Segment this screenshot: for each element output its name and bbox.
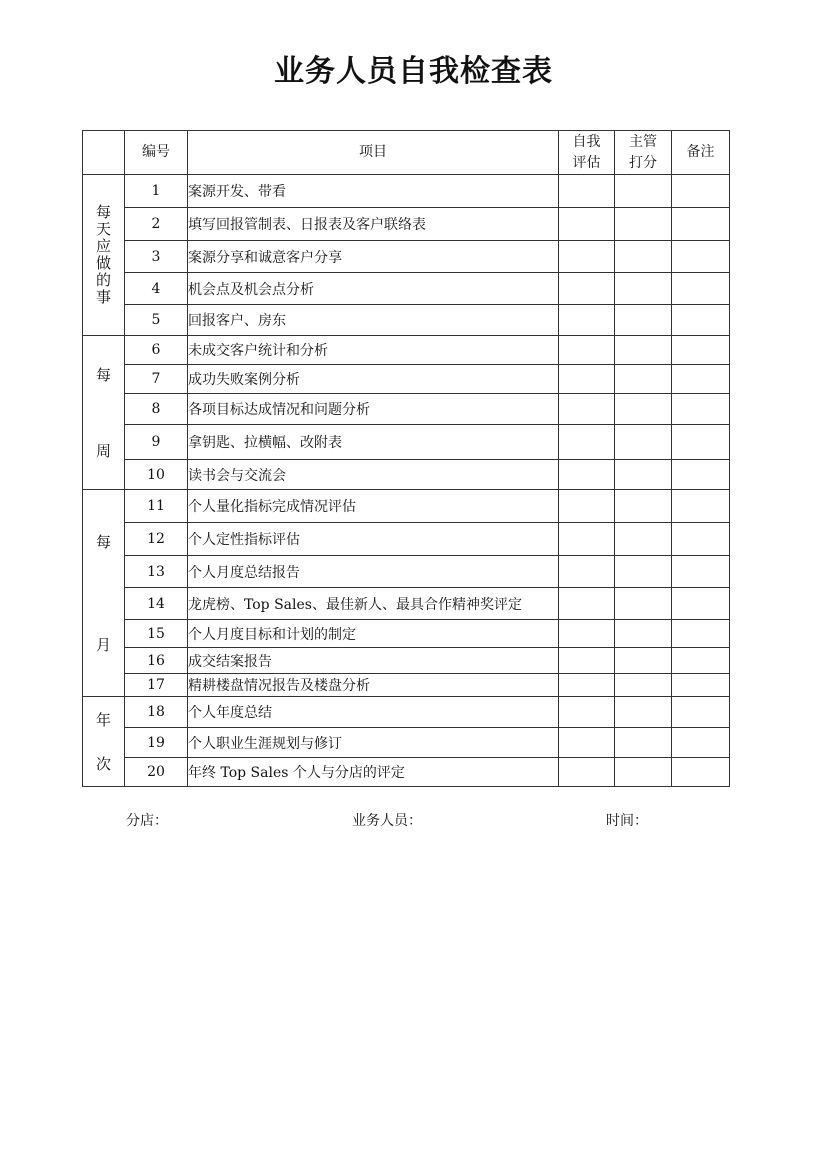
table-row — [83, 588, 730, 620]
table-row — [83, 460, 730, 490]
item-description: 读书会与交流会 — [188, 460, 559, 490]
self-eval-cell[interactable] — [559, 394, 615, 425]
item-description: 各项目标达成情况和问题分析 — [188, 394, 559, 425]
table-row — [83, 241, 730, 273]
item-number: 9 — [125, 425, 188, 460]
item-description: 案源分享和诚意客户分享 — [188, 241, 559, 273]
table-row — [83, 273, 730, 305]
header-supervisor-score: 主管打分 — [615, 131, 672, 175]
item-description: 年终 Top Sales 个人与分店的评定 — [188, 758, 559, 787]
item-description: 回报客户、房东 — [188, 305, 559, 336]
notes-cell[interactable] — [672, 556, 730, 588]
supervisor-score-cell[interactable] — [615, 365, 672, 394]
supervisor-score-cell[interactable] — [615, 208, 672, 241]
table-row — [83, 523, 730, 556]
notes-cell[interactable] — [672, 697, 730, 728]
category-char: 每 — [95, 366, 111, 384]
item-number: 4 — [125, 273, 188, 305]
supervisor-score-cell[interactable] — [615, 674, 672, 697]
notes-cell[interactable] — [672, 620, 730, 648]
time-label: 时间： — [606, 813, 648, 829]
table-row — [83, 175, 730, 208]
supervisor-score-cell[interactable] — [615, 728, 672, 758]
supervisor-score-cell[interactable] — [615, 523, 672, 556]
item-number: 6 — [125, 336, 188, 365]
table-row — [83, 728, 730, 758]
header-row — [83, 131, 730, 175]
item-description: 机会点及机会点分析 — [188, 273, 559, 305]
table-row — [83, 620, 730, 648]
item-description: 成交结案报告 — [188, 648, 559, 674]
notes-cell[interactable] — [672, 336, 730, 365]
notes-cell[interactable] — [672, 273, 730, 305]
item-number: 3 — [125, 241, 188, 273]
item-number: 12 — [125, 523, 188, 556]
self-eval-cell[interactable] — [559, 175, 615, 208]
notes-cell[interactable] — [672, 305, 730, 336]
notes-cell[interactable] — [672, 523, 730, 556]
category-cell — [83, 697, 125, 787]
table-row — [83, 394, 730, 425]
self-eval-cell[interactable] — [559, 365, 615, 394]
item-number: 11 — [125, 490, 188, 523]
table-row — [83, 556, 730, 588]
category-char: 周 — [95, 442, 111, 460]
table-body — [83, 175, 730, 787]
notes-cell[interactable] — [672, 460, 730, 490]
self-eval-cell[interactable] — [559, 460, 615, 490]
item-description: 拿钥匙、拉横幅、改附表 — [188, 425, 559, 460]
self-eval-cell[interactable] — [559, 588, 615, 620]
supervisor-score-cell[interactable] — [615, 241, 672, 273]
item-description: 精耕楼盘情况报告及楼盘分析 — [188, 674, 559, 697]
notes-cell[interactable] — [672, 365, 730, 394]
notes-cell[interactable] — [672, 394, 730, 425]
supervisor-score-cell[interactable] — [615, 620, 672, 648]
supervisor-score-cell[interactable] — [615, 460, 672, 490]
category-cell — [83, 490, 125, 697]
item-description: 成功失败案例分析 — [188, 365, 559, 394]
notes-cell[interactable] — [672, 674, 730, 697]
category-char: 月 — [95, 635, 111, 654]
item-number: 20 — [125, 758, 188, 787]
item-description: 案源开发、带看 — [188, 175, 559, 208]
self-eval-cell[interactable] — [559, 523, 615, 556]
item-number: 18 — [125, 697, 188, 728]
item-number: 2 — [125, 208, 188, 241]
supervisor-score-cell[interactable] — [615, 305, 672, 336]
header-self-eval: 自我评估 — [559, 131, 615, 175]
item-number: 5 — [125, 305, 188, 336]
self-eval-cell[interactable] — [559, 674, 615, 697]
self-eval-cell[interactable] — [559, 648, 615, 674]
item-description: 未成交客户统计和分析 — [188, 336, 559, 365]
self-eval-cell[interactable] — [559, 556, 615, 588]
supervisor-score-cell[interactable] — [615, 556, 672, 588]
supervisor-score-cell[interactable] — [615, 336, 672, 365]
table-row — [83, 490, 730, 523]
self-check-table — [82, 130, 730, 787]
notes-cell[interactable] — [672, 241, 730, 273]
table-row — [83, 305, 730, 336]
item-number: 15 — [125, 620, 188, 648]
self-eval-cell[interactable] — [559, 273, 615, 305]
supervisor-score-cell[interactable] — [615, 394, 672, 425]
item-description: 个人定性指标评估 — [188, 523, 559, 556]
self-eval-cell[interactable] — [559, 697, 615, 728]
category-char: 年 — [95, 711, 111, 729]
notes-cell[interactable] — [672, 648, 730, 674]
notes-cell[interactable] — [672, 758, 730, 787]
table-row — [83, 365, 730, 394]
staff-label: 业务人员： — [352, 813, 422, 829]
table-row — [83, 758, 730, 787]
item-number: 1 — [125, 175, 188, 208]
self-eval-cell[interactable] — [559, 620, 615, 648]
table-row — [83, 697, 730, 728]
supervisor-score-cell[interactable] — [615, 648, 672, 674]
table-row — [83, 425, 730, 460]
self-eval-cell[interactable] — [559, 336, 615, 365]
notes-cell[interactable] — [672, 425, 730, 460]
supervisor-score-cell[interactable] — [615, 425, 672, 460]
item-number: 14 — [125, 588, 188, 620]
category-char: 每 — [95, 533, 111, 552]
item-description: 个人年度总结 — [188, 697, 559, 728]
category-char: 次 — [95, 755, 111, 773]
notes-cell[interactable] — [672, 175, 730, 208]
item-number: 10 — [125, 460, 188, 490]
item-number: 17 — [125, 674, 188, 697]
item-description: 个人量化指标完成情况评估 — [188, 490, 559, 523]
item-number: 19 — [125, 728, 188, 758]
notes-cell[interactable] — [672, 588, 730, 620]
self-eval-cell[interactable] — [559, 728, 615, 758]
item-description: 填写回报管制表、日报表及客户联络表 — [188, 208, 559, 241]
self-eval-cell[interactable] — [559, 425, 615, 460]
table-row — [83, 674, 730, 697]
self-eval-cell[interactable] — [559, 490, 615, 523]
table-row — [83, 648, 730, 674]
table-row — [83, 336, 730, 365]
item-description: 个人月度目标和计划的制定 — [188, 620, 559, 648]
supervisor-score-cell[interactable] — [615, 490, 672, 523]
category-cell: 每天应做的事 — [83, 175, 125, 336]
table-row — [83, 208, 730, 241]
header-notes: 备注 — [672, 131, 730, 175]
self-eval-cell[interactable] — [559, 758, 615, 787]
page-title: 业务人员自我检查表 — [274, 54, 553, 89]
header-category — [83, 131, 125, 175]
self-eval-cell[interactable] — [559, 305, 615, 336]
item-description: 个人职业生涯规划与修订 — [188, 728, 559, 758]
self-eval-cell[interactable] — [559, 241, 615, 273]
notes-cell[interactable] — [672, 490, 730, 523]
item-description: 个人月度总结报告 — [188, 556, 559, 588]
notes-cell[interactable] — [672, 208, 730, 241]
item-number: 7 — [125, 365, 188, 394]
supervisor-score-cell[interactable] — [615, 588, 672, 620]
notes-cell[interactable] — [672, 728, 730, 758]
item-description: 龙虎榜、Top Sales、最佳新人、最具合作精神奖评定 — [188, 588, 559, 620]
supervisor-score-cell[interactable] — [615, 697, 672, 728]
header-number: 编号 — [125, 131, 188, 175]
self-eval-cell[interactable] — [559, 208, 615, 241]
item-number: 13 — [125, 556, 188, 588]
supervisor-score-cell[interactable] — [615, 758, 672, 787]
item-number: 8 — [125, 394, 188, 425]
item-number: 16 — [125, 648, 188, 674]
branch-label: 分店： — [126, 813, 168, 829]
supervisor-score-cell[interactable] — [615, 273, 672, 305]
category-cell — [83, 336, 125, 490]
supervisor-score-cell[interactable] — [615, 175, 672, 208]
header-item: 项目 — [188, 131, 559, 175]
